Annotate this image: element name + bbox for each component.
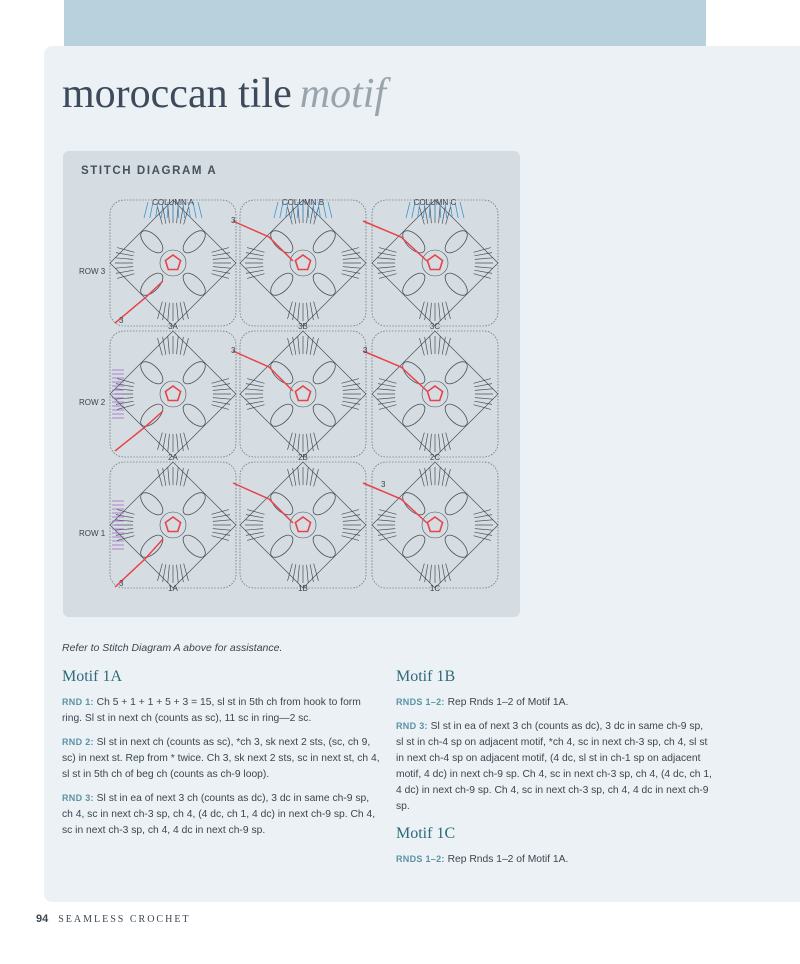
stitch-mark xyxy=(212,510,229,515)
stitch-diagram-heading: STITCH DIAGRAM A xyxy=(81,165,218,177)
stitch-mark xyxy=(475,398,493,400)
start-mark-3b: 3 xyxy=(231,216,236,225)
stitch-mark xyxy=(198,202,202,218)
stitch-mark xyxy=(274,202,278,218)
stitch-mark xyxy=(446,338,451,355)
motif-label-2c: 2C xyxy=(429,453,441,462)
motif-1b xyxy=(240,462,366,588)
start-mark-2b: 3 xyxy=(231,346,236,355)
stitch-mark xyxy=(343,398,361,400)
center-ring xyxy=(165,255,180,270)
center-ring xyxy=(427,255,442,270)
stitch-mark xyxy=(343,389,361,391)
center-ring xyxy=(427,386,442,401)
stitch-mark xyxy=(328,202,332,218)
stitch-mark xyxy=(298,434,300,452)
top-color-band xyxy=(64,0,706,47)
stitch-mark xyxy=(430,336,432,354)
stitch-mark xyxy=(342,405,359,410)
round-text: Rep Rnds 1–2 of Motif 1A. xyxy=(444,854,569,865)
stitch-mark xyxy=(430,467,432,485)
stitch-mark xyxy=(342,248,359,253)
center-circle xyxy=(422,512,448,538)
round-text: Sl st in next ch (counts as sc), *ch 3, sk next 2 sts, (sc, ch 9, sc) in next st. Rep from * twice. Ch 3, sk next 2 sts, sc in next st, ch 4, sl st in 5th ch of beg ch (counts as ch-9 loop). xyxy=(62,737,380,780)
stitch-mark xyxy=(168,434,170,452)
heading-motif-1b: Motif 1B xyxy=(396,668,456,685)
stitch-mark xyxy=(115,267,133,269)
stitch-mark xyxy=(212,248,229,253)
stitch-mark xyxy=(446,302,451,319)
motif-2a xyxy=(110,331,236,457)
stitch-mark xyxy=(342,274,359,279)
stitch-mark xyxy=(184,469,189,486)
working-path xyxy=(363,221,427,261)
stitch-mark xyxy=(288,433,293,450)
round-label: RND 2: xyxy=(62,737,94,747)
heading-motif-1a: Motif 1A xyxy=(62,668,122,685)
stitch-mark xyxy=(307,434,309,452)
stitch-mark xyxy=(184,302,189,319)
motif-label-3c: 3C xyxy=(429,322,441,331)
round-text: Ch 5 + 1 + 1 + 5 + 3 = 15, sl st in 5th ch from hook to form ring. Sl st in next ch (counts as sc), 11 sc in ring—2 sc. xyxy=(62,697,361,724)
stitch-mark xyxy=(288,564,293,581)
stitch-mark xyxy=(177,336,179,354)
stitch-mark xyxy=(298,565,300,583)
center-ring xyxy=(295,386,310,401)
center-circle xyxy=(422,250,448,276)
stitch-mark xyxy=(168,303,170,321)
stitch-mark xyxy=(439,336,441,354)
round-text: Sl st in ea of next 3 ch (counts as dc), 3 dc in same ch-9 sp, sl st in ch-4 sp on adjacent motif, *ch 4, sc in next ch-3 sp, ch 4, sl st in next ch-4 sp on adjacent motif, (4 dc, sl st in ch-1 sp on adjacent motif, 4 dc) in next ch-9 sp. Ch 4, sc in next ch-3 sp, ch 4, (4 dc, ch 1, 4 dc) in next ch-9 sp. Ch 4, sc in next ch-3 sp, ch 4, 4 dc in next ch-9 sp. xyxy=(396,721,712,812)
stitch-mark xyxy=(158,564,163,581)
stitch-mark xyxy=(446,433,451,450)
stitch-mark xyxy=(245,398,263,400)
center-ring xyxy=(427,517,442,532)
stitch-mark xyxy=(158,469,163,486)
stitch-mark xyxy=(247,536,264,541)
stitch-mark xyxy=(117,536,134,541)
stitch-mark xyxy=(307,303,309,321)
title-main: moroccan tile xyxy=(62,71,292,117)
column-label-b: COLUMN B xyxy=(281,198,325,207)
stitch-mark xyxy=(420,433,425,450)
stitch-mark xyxy=(247,274,264,279)
column-label-c: COLUMN C xyxy=(413,198,457,207)
instruction-paragraph xyxy=(62,790,382,839)
stitch-mark xyxy=(117,248,134,253)
stitch-mark xyxy=(247,379,264,384)
stitch-mark xyxy=(379,379,396,384)
stitch-mark xyxy=(213,529,231,531)
stitch-mark xyxy=(475,389,493,391)
motif-2c xyxy=(372,331,498,457)
start-mark-2c: 3 xyxy=(363,346,368,355)
stitch-mark xyxy=(439,303,441,321)
stitch-mark xyxy=(184,338,189,355)
stitch-mark xyxy=(213,389,231,391)
stitch-mark xyxy=(115,258,133,260)
stitch-mark xyxy=(117,510,134,515)
stitch-mark xyxy=(144,202,148,218)
stitch-mark xyxy=(474,405,491,410)
stitch-mark xyxy=(168,565,170,583)
stitch-mark xyxy=(212,274,229,279)
start-mark-1a: 3 xyxy=(119,579,124,588)
stitch-mark xyxy=(314,564,319,581)
stitch-mark xyxy=(377,389,395,391)
page-footer xyxy=(36,913,191,925)
stitch-mark xyxy=(446,469,451,486)
working-path xyxy=(233,221,293,261)
stitch-mark xyxy=(377,267,395,269)
book-title: SEAMLESS CROCHET xyxy=(58,914,191,925)
stitch-mark xyxy=(474,274,491,279)
stitch-mark xyxy=(377,529,395,531)
working-path xyxy=(115,411,163,451)
stitch-mark xyxy=(247,510,264,515)
stitch-mark xyxy=(177,434,179,452)
motif-2b xyxy=(240,331,366,457)
stitch-mark xyxy=(439,467,441,485)
stitch-mark xyxy=(177,303,179,321)
stitch-mark xyxy=(177,565,179,583)
row-label-1: ROW 1 xyxy=(79,529,106,538)
round-label: RNDS 1–2: xyxy=(396,854,445,864)
stitch-mark xyxy=(379,405,396,410)
page-title xyxy=(62,70,386,118)
round-text: Sl st in ea of next 3 ch (counts as dc), 3 dc in same ch-9 sp, ch 4, sc in next ch-3 sp, ch 4, (4 dc, ch 1, 4 dc) in next ch-9 sp. Ch 4, sc in next ch-3 sp, ch 4, 4 dc in next ch-9 sp. xyxy=(62,793,376,836)
motif-label-3b: 3B xyxy=(298,322,308,331)
stitch-mark xyxy=(212,405,229,410)
stitch-mark xyxy=(377,258,395,260)
center-circle xyxy=(422,381,448,407)
stitch-mark xyxy=(475,258,493,260)
center-ring xyxy=(165,517,180,532)
stitch-mark xyxy=(420,302,425,319)
stitch-mark xyxy=(379,510,396,515)
stitch-mark xyxy=(184,433,189,450)
center-circle xyxy=(160,250,186,276)
stitch-mark xyxy=(343,529,361,531)
stitch-mark xyxy=(379,274,396,279)
motif-label-1b: 1B xyxy=(298,584,308,593)
stitch-mark xyxy=(475,529,493,531)
instruction-paragraph xyxy=(396,694,712,711)
heading-motif-1c: Motif 1C xyxy=(396,825,456,842)
stitch-mark xyxy=(158,302,163,319)
stitch-mark xyxy=(247,248,264,253)
stitch-mark xyxy=(474,536,491,541)
stitch-mark xyxy=(168,336,170,354)
motif-1c xyxy=(372,462,498,588)
stitch-mark xyxy=(184,564,189,581)
stitch-mark xyxy=(314,469,319,486)
stitch-mark xyxy=(420,469,425,486)
diagram-caption: Refer to Stitch Diagram A above for assistance. xyxy=(62,642,283,654)
stitch-mark xyxy=(158,338,163,355)
stitch-mark xyxy=(245,267,263,269)
stitch-mark xyxy=(343,267,361,269)
round-label: RND 3: xyxy=(396,721,428,731)
stitch-mark xyxy=(213,267,231,269)
stitch-mark xyxy=(420,338,425,355)
motif-3c xyxy=(372,200,498,326)
stitch-mark xyxy=(439,565,441,583)
round-label: RNDS 1–2: xyxy=(396,697,445,707)
center-circle xyxy=(160,512,186,538)
stitch-mark xyxy=(298,303,300,321)
stitch-mark xyxy=(168,467,170,485)
row-label-3: ROW 3 xyxy=(79,267,106,276)
motif-label-3a: 3A xyxy=(168,322,178,331)
stitch-mark xyxy=(307,565,309,583)
left-column xyxy=(62,668,382,846)
stitch-mark xyxy=(177,467,179,485)
stitch-mark xyxy=(213,398,231,400)
motif-3a xyxy=(110,200,236,326)
stitch-mark xyxy=(406,202,410,218)
stitch-mark xyxy=(117,405,134,410)
center-ring xyxy=(295,255,310,270)
stitch-mark xyxy=(430,303,432,321)
motif-1a xyxy=(110,462,236,588)
stitch-mark xyxy=(342,536,359,541)
stitch-mark xyxy=(298,336,300,354)
instruction-paragraph xyxy=(396,718,712,815)
stitch-mark xyxy=(343,520,361,522)
round-label: RND 3: xyxy=(62,793,94,803)
stitch-mark xyxy=(420,564,425,581)
stitch-mark xyxy=(307,336,309,354)
stitch-mark xyxy=(475,520,493,522)
page-number: 94 xyxy=(36,913,49,925)
column-label-a: COLUMN A xyxy=(152,198,194,207)
stitch-mark xyxy=(474,379,491,384)
stitch-mark xyxy=(245,258,263,260)
motif-label-1a: 1A xyxy=(168,584,178,593)
instruction-paragraph xyxy=(396,851,712,868)
stitch-mark xyxy=(288,469,293,486)
center-circle xyxy=(290,512,316,538)
row-label-2: ROW 2 xyxy=(79,398,106,407)
right-column xyxy=(396,668,712,875)
stitch-mark xyxy=(245,529,263,531)
stitch-mark xyxy=(213,258,231,260)
center-circle xyxy=(290,250,316,276)
stitch-mark xyxy=(430,565,432,583)
stitch-mark xyxy=(379,248,396,253)
stitch-mark xyxy=(343,258,361,260)
title-accent: motif xyxy=(299,71,387,117)
stitch-mark xyxy=(288,338,293,355)
start-mark-1c: 3 xyxy=(381,480,386,489)
center-ring xyxy=(165,386,180,401)
stitch-mark xyxy=(245,520,263,522)
center-ring xyxy=(295,517,310,532)
stitch-diagram-box xyxy=(63,151,520,617)
stitch-mark xyxy=(342,379,359,384)
stitch-mark xyxy=(474,510,491,515)
stitch-mark xyxy=(379,536,396,541)
stitch-mark xyxy=(212,379,229,384)
stitch-mark xyxy=(314,302,319,319)
stitch-mark xyxy=(288,302,293,319)
stitch-mark xyxy=(439,434,441,452)
stitch-mark xyxy=(377,520,395,522)
instruction-paragraph xyxy=(62,694,382,727)
stitch-mark xyxy=(247,405,264,410)
stitch-mark xyxy=(298,467,300,485)
stitch-diagram xyxy=(63,151,520,617)
start-mark-3a: 3 xyxy=(119,316,124,325)
stitch-mark xyxy=(307,467,309,485)
round-text: Rep Rnds 1–2 of Motif 1A. xyxy=(444,697,569,708)
stitch-mark xyxy=(212,536,229,541)
instruction-paragraph xyxy=(62,734,382,783)
round-label: RND 1: xyxy=(62,697,94,707)
motif-3b xyxy=(240,200,366,326)
stitch-mark xyxy=(314,338,319,355)
stitch-mark xyxy=(117,379,134,384)
stitch-mark xyxy=(314,433,319,450)
stitch-mark xyxy=(245,389,263,391)
working-path xyxy=(363,483,427,523)
stitch-mark xyxy=(474,248,491,253)
stitch-mark xyxy=(342,510,359,515)
center-circle xyxy=(290,381,316,407)
stitch-mark xyxy=(460,202,464,218)
stitch-mark xyxy=(475,267,493,269)
motif-label-2a: 2A xyxy=(168,453,178,462)
motif-label-1c: 1C xyxy=(429,584,441,593)
stitch-mark xyxy=(377,398,395,400)
stitch-mark xyxy=(446,564,451,581)
stitch-mark xyxy=(430,434,432,452)
stitch-mark xyxy=(158,433,163,450)
working-path xyxy=(233,483,293,523)
stitch-mark xyxy=(213,520,231,522)
motif-label-2b: 2B xyxy=(298,453,308,462)
stitch-mark xyxy=(117,274,134,279)
center-circle xyxy=(160,381,186,407)
